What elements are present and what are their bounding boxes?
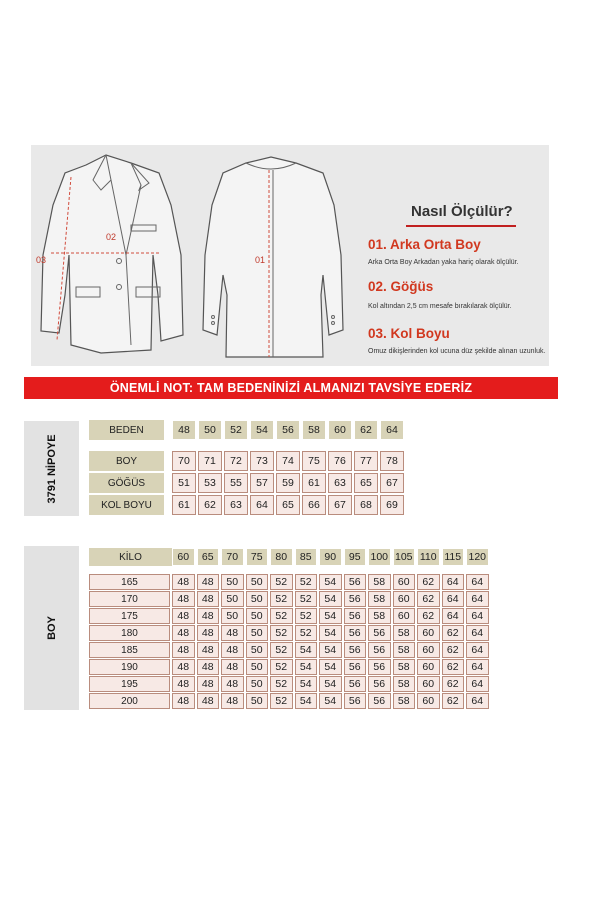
fit-size-cell: 52 [270,574,293,590]
fit-size-cell: 58 [393,693,416,709]
measure-label-03: 03 [36,255,47,265]
height-label-cell: 170 [89,591,170,607]
fit-size-cell: 58 [393,676,416,692]
fit-size-cell: 48 [172,659,195,675]
fit-size-cell: 48 [172,608,195,624]
size-value-cell: 63 [328,473,352,493]
size-header-cell: 54 [250,420,274,440]
height-label-cell: 190 [89,659,170,675]
step-1-heading: 01. Arka Orta Boy [368,237,481,252]
fit-size-cell: 64 [466,659,489,675]
fit-size-cell: 56 [344,676,367,692]
fit-size-cell: 60 [417,659,440,675]
fit-size-cell: 48 [221,693,244,709]
fit-size-cell: 50 [246,642,269,658]
step-2-heading: 02. Göğüs [368,279,434,294]
fit-row [89,659,491,675]
fit-size-cell: 58 [393,642,416,658]
size-value-cell: 65 [276,495,300,515]
size-table-side-label [24,421,79,516]
fit-size-cell: 50 [246,608,269,624]
fit-size-cell: 48 [197,659,220,675]
fit-row [89,676,491,692]
size-value-cell: 62 [198,495,222,515]
weight-header-cell: 80 [270,548,293,566]
size-value-cell: 67 [380,473,404,493]
size-value-cell: 70 [172,451,196,471]
size-header-cell: 64 [380,420,404,440]
fit-size-cell: 64 [442,591,465,607]
fit-size-cell: 48 [197,642,220,658]
fit-size-cell: 54 [319,642,342,658]
size-value-cell: 61 [302,473,326,493]
size-value-cell: 76 [328,451,352,471]
fit-size-cell: 48 [172,591,195,607]
fit-size-cell: 64 [466,642,489,658]
size-value-cell: 73 [250,451,274,471]
fit-size-cell: 54 [295,693,318,709]
size-row-0 [89,451,406,471]
fit-size-cell: 58 [393,625,416,641]
fit-size-cell: 48 [197,608,220,624]
fit-size-cell: 54 [319,693,342,709]
fit-size-cell: 48 [172,574,195,590]
size-value-cell: 71 [198,451,222,471]
fit-size-cell: 60 [417,676,440,692]
step-1-description: Arka Orta Boy Arkadan yaka hariç olarak ölçülür. [368,259,519,266]
size-value-cell: 53 [198,473,222,493]
fit-size-cell: 56 [368,625,391,641]
weight-header-cell: 85 [295,548,318,566]
size-row-cells [172,495,406,515]
fit-size-cell: 64 [466,625,489,641]
size-row-label: KOL BOYU [89,495,164,515]
fit-size-cell: 48 [221,625,244,641]
fit-size-cell: 48 [197,676,220,692]
measure-label-02: 02 [106,232,117,242]
fit-size-cell: 64 [466,574,489,590]
height-label-cell: 175 [89,608,170,624]
size-row-1 [89,473,406,493]
fit-size-cell: 62 [417,574,440,590]
measure-label-01: 01 [255,255,266,265]
size-value-cell: 75 [302,451,326,471]
weight-header-cell: 100 [368,548,391,566]
fit-size-cell: 64 [442,574,465,590]
fit-header-row [89,548,491,566]
fit-size-cell: 56 [344,591,367,607]
fit-size-cell: 64 [466,693,489,709]
height-label-cell: 195 [89,676,170,692]
fit-size-cell: 54 [295,676,318,692]
fit-size-cell: 54 [319,625,342,641]
weight-header-cell: 65 [197,548,220,566]
fit-row [89,625,491,641]
fit-size-cell: 54 [319,591,342,607]
fit-size-cell: 64 [442,608,465,624]
fit-size-cell: 64 [466,608,489,624]
size-value-cell: 57 [250,473,274,493]
size-header-cell: 58 [302,420,326,440]
size-header-row [89,420,406,440]
fit-size-cell: 62 [417,608,440,624]
fit-size-cell: 52 [270,625,293,641]
fit-header-cells [172,548,491,566]
height-label-cell: 165 [89,574,170,590]
size-header-cell: 48 [172,420,196,440]
fit-size-cell: 52 [295,574,318,590]
fit-size-cell: 52 [270,693,293,709]
fit-size-cell: 56 [368,642,391,658]
title-underline [406,225,516,227]
fit-size-cell: 52 [295,608,318,624]
fit-size-cell: 60 [417,642,440,658]
fit-size-cell: 52 [270,642,293,658]
model-code-label: 3791 NİPOYE [45,433,58,504]
fit-size-cell: 50 [246,693,269,709]
weight-header-cell: 60 [172,548,195,566]
fit-size-cell: 58 [368,608,391,624]
fit-size-cell: 56 [368,676,391,692]
fit-header-label: KİLO [89,548,172,566]
size-header-cell: 52 [224,420,248,440]
weight-header-cell: 75 [246,548,269,566]
size-value-cell: 72 [224,451,248,471]
fit-size-cell: 48 [221,676,244,692]
fit-size-cell: 56 [344,625,367,641]
fit-size-cell: 48 [197,574,220,590]
fit-size-cell: 54 [295,642,318,658]
fit-size-cell: 50 [246,676,269,692]
fit-size-cell: 56 [344,659,367,675]
fit-size-cell: 48 [172,676,195,692]
size-row-cells [172,451,406,471]
size-value-cell: 64 [250,495,274,515]
important-note-banner: ÖNEMLİ NOT: TAM BEDENİNİZİ ALMANIZI TAVSİYE EDERİZ [24,377,558,399]
fit-size-cell: 60 [393,608,416,624]
size-value-cell: 61 [172,495,196,515]
jacket-illustration [31,145,549,366]
size-value-cell: 55 [224,473,248,493]
fit-row [89,574,491,590]
size-row-label: GÖĞÜS [89,473,164,493]
size-value-cell: 77 [354,451,378,471]
step-2-description: Kol altından 2,5 cm mesafe bırakılarak ölçülür. [368,303,512,310]
size-value-cell: 66 [302,495,326,515]
fit-size-cell: 50 [221,574,244,590]
fit-size-cell: 62 [442,642,465,658]
fit-size-cell: 58 [368,591,391,607]
size-row-2 [89,495,406,515]
size-header-cell: 62 [354,420,378,440]
fit-size-cell: 48 [197,693,220,709]
fit-size-cell: 54 [319,574,342,590]
fit-size-cell: 54 [319,659,342,675]
size-value-cell: 63 [224,495,248,515]
fit-size-cell: 58 [393,659,416,675]
height-label-cell: 180 [89,625,170,641]
fit-size-cell: 62 [417,591,440,607]
weight-header-cell: 110 [417,548,440,566]
fit-size-cell: 52 [270,659,293,675]
fit-size-cell: 56 [368,693,391,709]
fit-row [89,608,491,624]
fit-size-cell: 54 [295,659,318,675]
size-row-cells [172,473,406,493]
fit-size-cell: 56 [368,659,391,675]
fit-size-cell: 62 [442,625,465,641]
height-axis-label: BOY [45,616,58,640]
fit-size-cell: 56 [344,693,367,709]
fit-table-side-label [24,546,79,710]
size-value-cell: 67 [328,495,352,515]
weight-header-cell: 70 [221,548,244,566]
fit-size-cell: 60 [393,574,416,590]
size-header-cells [172,420,406,440]
fit-size-cell: 48 [172,642,195,658]
measurement-guide-panel [31,145,549,366]
fit-size-cell: 56 [344,574,367,590]
size-header-cell: 60 [328,420,352,440]
size-value-cell: 74 [276,451,300,471]
fit-size-cell: 54 [319,676,342,692]
fit-size-cell: 54 [319,608,342,624]
fit-size-cell: 62 [442,693,465,709]
fit-size-cell: 56 [344,608,367,624]
fit-size-cell: 52 [270,676,293,692]
fit-size-cell: 50 [221,608,244,624]
fit-size-cell: 64 [466,676,489,692]
fit-size-cell: 52 [295,625,318,641]
fit-row [89,642,491,658]
step-3-description: Omuz dikişlerinden kol ucuna düz şekilde alınan uzunluk. [368,348,546,355]
fit-size-cell: 48 [172,693,195,709]
height-label-cell: 200 [89,693,170,709]
fit-size-cell: 50 [246,591,269,607]
weight-header-cell: 120 [466,548,489,566]
fit-size-cell: 56 [344,642,367,658]
size-header-cell: 56 [276,420,300,440]
fit-size-cell: 60 [393,591,416,607]
size-row-label: BOY [89,451,164,471]
fit-size-cell: 62 [442,659,465,675]
fit-size-cell: 62 [442,676,465,692]
fit-row [89,693,491,709]
fit-size-cell: 50 [246,659,269,675]
weight-header-cell: 95 [344,548,367,566]
weight-header-cell: 90 [319,548,342,566]
fit-size-cell: 50 [246,625,269,641]
fit-size-cell: 52 [295,591,318,607]
size-value-cell: 68 [354,495,378,515]
fit-size-cell: 64 [466,591,489,607]
size-header-label: BEDEN [89,420,164,440]
fit-size-cell: 60 [417,693,440,709]
fit-size-cell: 60 [417,625,440,641]
height-label-cell: 185 [89,642,170,658]
fit-size-cell: 50 [246,574,269,590]
fit-size-cell: 58 [368,574,391,590]
size-value-cell: 78 [380,451,404,471]
fit-size-cell: 48 [221,659,244,675]
size-value-cell: 69 [380,495,404,515]
fit-size-cell: 52 [270,591,293,607]
weight-header-cell: 115 [442,548,465,566]
weight-header-cell: 105 [393,548,416,566]
size-value-cell: 65 [354,473,378,493]
fit-size-cell: 50 [221,591,244,607]
fit-size-cell: 48 [197,625,220,641]
step-3-heading: 03. Kol Boyu [368,326,450,341]
fit-size-cell: 48 [197,591,220,607]
fit-size-cell: 48 [172,625,195,641]
size-header-cell: 50 [198,420,222,440]
how-to-measure-title: Nasıl Ölçülür? [411,203,513,220]
fit-size-cell: 52 [270,608,293,624]
size-value-cell: 51 [172,473,196,493]
size-value-cell: 59 [276,473,300,493]
fit-row [89,591,491,607]
fit-size-cell: 48 [221,642,244,658]
